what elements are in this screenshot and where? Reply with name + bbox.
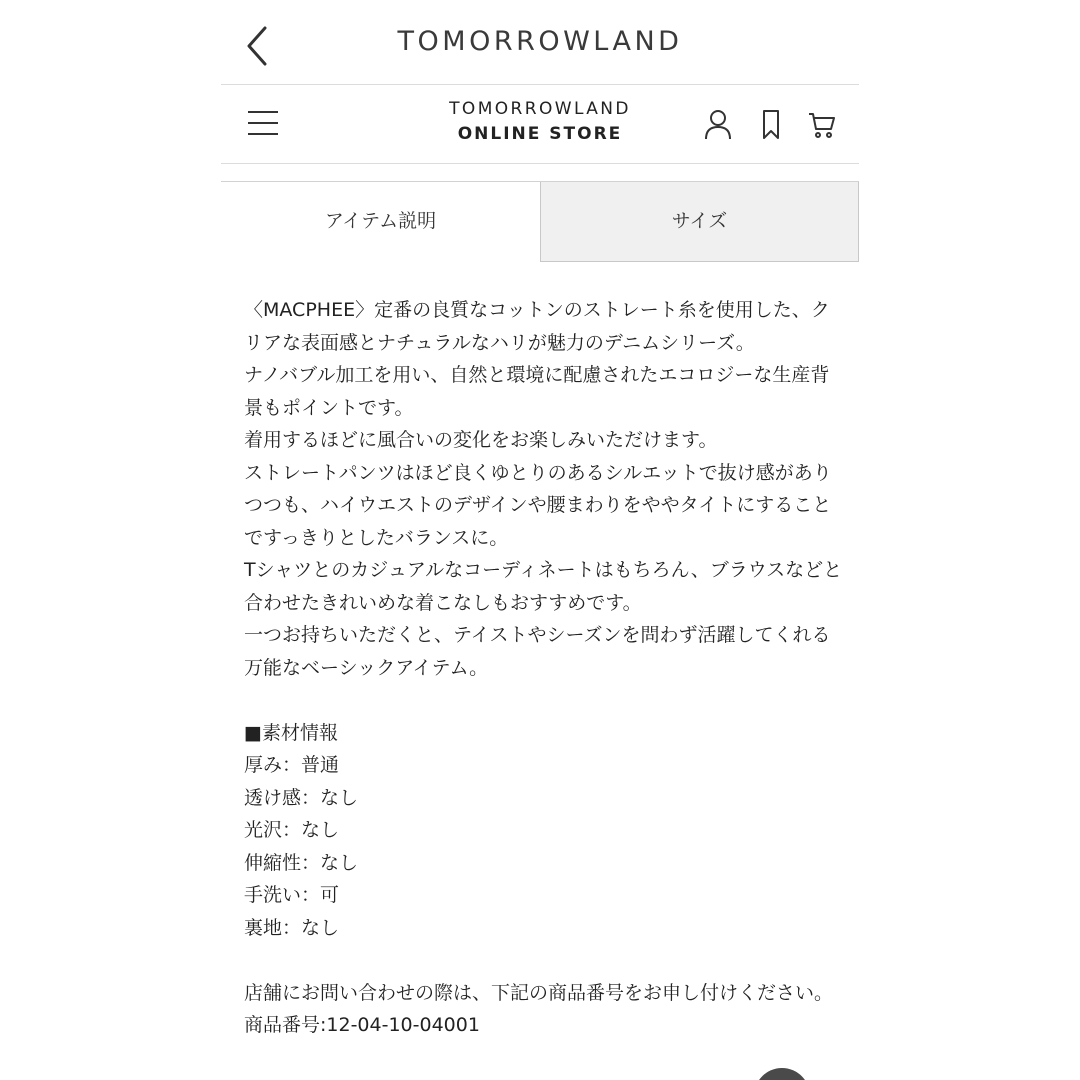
material-line: 光沢：なし	[244, 819, 340, 841]
description-paragraph: 一つお持ちいただくと、テイストやシーズンを問わず活躍してくれる万能なベーシックアイテム。	[244, 624, 831, 679]
material-line: 厚み：普通	[244, 754, 340, 776]
account-button[interactable]	[703, 109, 733, 141]
material-line: 透け感：なし	[244, 786, 359, 809]
description-paragraph: 〈MACPHEE〉定番の良質なコットンのストレート糸を使用した、クリアな表面感とナチュラルなハリが魅力のデニムシリーズ。	[244, 299, 830, 354]
material-heading: ■素材情報	[244, 721, 338, 744]
store-logo-line1: TOMORROWLAND	[449, 99, 631, 119]
description-paragraph: ストレートパンツはほど良くゆとりのあるシルエットで抜け感がありつつも、ハイウエストのデザインや腰まわりをややタイトにすることですっきりとしたバランスに。	[244, 461, 832, 549]
contact-note: 店舗にお問い合わせの際は、下記の商品番号をお申し付けください。	[244, 981, 834, 1004]
store-logo-line2: ONLINE STORE	[457, 124, 623, 144]
tab-item-description[interactable]: アイテム説明	[221, 182, 540, 262]
user-icon	[703, 109, 733, 141]
material-line: 裏地：なし	[244, 916, 340, 939]
item-description	[244, 294, 844, 1042]
spacer	[244, 684, 844, 717]
description-paragraph: 着用するほどに風合いの変化をお楽しみいただけます。	[244, 429, 718, 451]
description-paragraph: ナノバブル加工を用い、自然と環境に配慮されたエコロジーな生産背景もポイントです。	[244, 364, 830, 419]
cart-button[interactable]	[807, 109, 837, 141]
bookmark-icon	[756, 109, 786, 141]
favorites-button[interactable]	[756, 109, 786, 141]
store-header	[221, 85, 859, 164]
spacer	[244, 944, 844, 977]
description-paragraph: Tシャツとのカジュアルなコーディネートはもちろん、ブラウスなどと合わせたきれいめな着こなしもおすすめです。	[244, 559, 843, 614]
content-column	[221, 0, 859, 1080]
material-line: 伸縮性：なし	[244, 851, 359, 874]
scroll-top-button[interactable]	[754, 1068, 810, 1080]
top-bar	[221, 0, 859, 85]
material-line: 手洗い：可	[244, 884, 340, 906]
brand-title: TOMORROWLAND	[397, 26, 683, 57]
tab-bar	[221, 181, 859, 262]
product-number: 商品番号:12-04-10-04001	[244, 1014, 480, 1036]
tab-size[interactable]: サイズ	[540, 182, 859, 262]
cart-icon	[807, 109, 837, 141]
